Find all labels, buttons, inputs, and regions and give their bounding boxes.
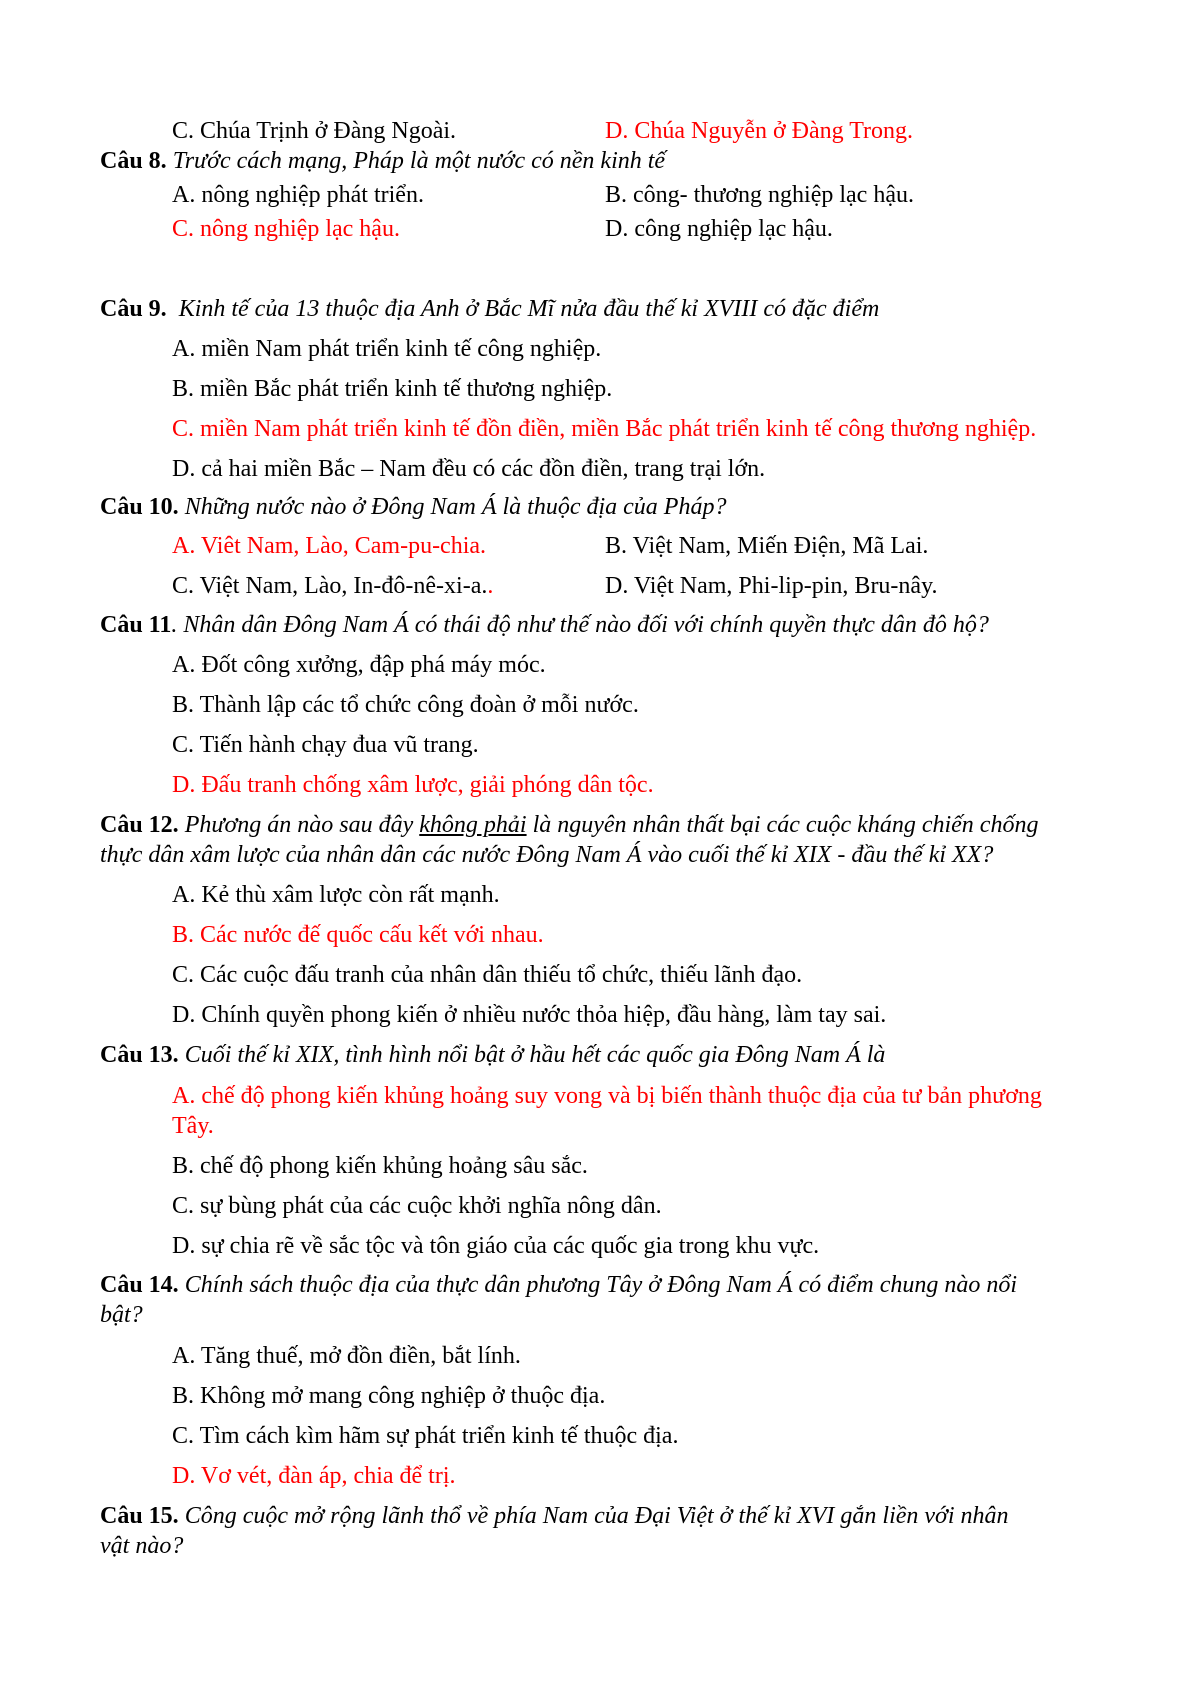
q10-option-a-answer: A. Viêt Nam, Lào, Cam-pu-chia. (172, 533, 487, 559)
q12-question (100, 810, 1038, 840)
q14-option-d-answer: D. Vơ vét, đàn áp, chia để trị. (172, 1463, 456, 1489)
q12-text-a: Phương án nào sau đây (184, 812, 420, 838)
q12-label: Câu 12. (100, 812, 179, 838)
q10-option-c-text: C. Việt Nam, Lào, In-đô-nê-xi-a. (172, 573, 488, 599)
q9-question (100, 294, 879, 324)
q8-option-d: D. công nghiệp lạc hậu. (605, 216, 833, 242)
q7-option-c: C. Chúa Trịnh ở Đàng Ngoài. (172, 118, 457, 144)
q13-option-d: D. sự chia rẽ về sắc tộc và tôn giáo của các quốc gia trong khu vực. (172, 1233, 820, 1259)
q13-question (100, 1040, 885, 1070)
q9-option-d: D. cả hai miền Bắc – Nam đều có các đồn điền, trang trại lớn. (172, 456, 766, 482)
q9-text: Kinh tế của 13 thuộc địa Anh ở Bắc Mĩ nửa đầu thế kỉ XVIII có đặc điểm (178, 296, 880, 322)
q14-text-line2: bật? (100, 1302, 143, 1328)
q12-option-b-answer: B. Các nước đế quốc cấu kết với nhau. (172, 922, 544, 948)
q14-text: Chính sách thuộc địa của thực dân phương Tây ở Đông Nam Á có điểm chung nào nổi (184, 1272, 1018, 1298)
q8-text: Trước cách mạng, Pháp là một nước có nền kinh tế (172, 148, 666, 174)
q10-label: Câu 10. (100, 494, 179, 520)
q8-option-a: A. nông nghiệp phát triển. (172, 182, 424, 208)
q11-option-c: C. Tiến hành chạy đua vũ trang. (172, 732, 479, 758)
q10-option-b: B. Việt Nam, Miến Điện, Mã Lai. (605, 533, 929, 559)
q12-question-line2 (100, 840, 993, 870)
q13-option-b: B. chế độ phong kiến khủng hoảng sâu sắc. (172, 1153, 588, 1179)
q12-option-a: A. Kẻ thù xâm lược còn rất mạnh. (172, 882, 500, 908)
q13-text: Cuối thế kỉ XIX, tình hình nổi bật ở hầu hết các quốc gia Đông Nam Á là (184, 1042, 886, 1068)
q15-question-line2 (100, 1531, 183, 1561)
q10-option-c-red-dot: . (487, 573, 494, 599)
q12-underlined-negation: không phải (419, 812, 527, 838)
q13-label: Câu 13. (100, 1042, 179, 1068)
q8-option-c-answer: C. nông nghiệp lạc hậu. (172, 216, 400, 242)
q9-option-b: B. miền Bắc phát triển kinh tế thương nghiệp. (172, 376, 613, 402)
q12-text-c: thực dân xâm lược của nhân dân các nước Đông Nam Á vào cuối thế kỉ XIX - đầu thế kỉ XX? (100, 842, 994, 868)
q11-option-a: A. Đốt công xưởng, đập phá máy móc. (172, 652, 546, 678)
q11-option-d-answer: D. Đấu tranh chống xâm lược, giải phóng dân tộc. (172, 772, 654, 798)
q14-option-b: B. Không mở mang công nghiệp ở thuộc địa. (172, 1383, 606, 1409)
q11-text: . Nhân dân Đông Nam Á có thái độ như thế nào đối với chính quyền thực dân đô hộ? (171, 612, 989, 638)
q10-question (100, 492, 726, 522)
q15-label: Câu 15. (100, 1503, 179, 1529)
q14-question-line2 (100, 1300, 143, 1330)
q13-option-c: C. sự bùng phát của các cuộc khởi nghĩa nông dân. (172, 1193, 662, 1219)
q14-question (100, 1270, 1017, 1300)
q11-question (100, 610, 989, 640)
q15-text-line2: vật nào? (100, 1533, 184, 1559)
q14-option-a: A. Tăng thuế, mở đồn điền, bắt lính. (172, 1343, 521, 1369)
q9-option-c-answer: C. miền Nam phát triển kinh tế đồn điền, miền Bắc phát triển kinh tế công thương nghiệp. (172, 416, 1037, 442)
q11-label: Câu 11 (100, 612, 172, 638)
q12-option-d: D. Chính quyền phong kiến ở nhiều nước thỏa hiệp, đầu hàng, làm tay sai. (172, 1002, 887, 1028)
q14-label: Câu 14. (100, 1272, 179, 1298)
q8-option-b: B. công- thương nghiệp lạc hậu. (605, 182, 914, 208)
q14-option-c: C. Tìm cách kìm hãm sự phát triển kinh tế thuộc địa. (172, 1423, 679, 1449)
q10-text: Những nước nào ở Đông Nam Á là thuộc địa của Pháp? (184, 494, 727, 520)
q10-option-c (172, 571, 493, 601)
q11-option-b: B. Thành lập các tổ chức công đoàn ở mỗi nước. (172, 692, 639, 718)
q13-option-a-answer: A. chế độ phong kiến khủng hoảng suy vong và bị biến thành thuộc địa của tư bản phương (172, 1083, 1042, 1109)
q10-option-d: D. Việt Nam, Phi-lip-pin, Bru-nây. (605, 573, 938, 599)
q8-question (100, 146, 665, 176)
q15-question (100, 1501, 1009, 1531)
q9-option-a: A. miền Nam phát triển kinh tế công nghiệp. (172, 336, 602, 362)
q13-option-a-answer-line2: Tây. (172, 1113, 214, 1139)
q8-label: Câu 8. (100, 148, 167, 174)
q12-option-c: C. Các cuộc đấu tranh của nhân dân thiếu tổ chức, thiếu lãnh đạo. (172, 962, 803, 988)
q9-label: Câu 9. (100, 296, 167, 322)
q7-option-d-answer: D. Chúa Nguyễn ở Đàng Trong. (605, 118, 914, 144)
q15-text: Công cuộc mở rộng lãnh thổ về phía Nam của Đại Việt ở thế kỉ XVI gắn liền với nhân (184, 1503, 1009, 1529)
q12-text-b: là nguyên nhân thất bại các cuộc kháng chiến chống (526, 812, 1039, 838)
